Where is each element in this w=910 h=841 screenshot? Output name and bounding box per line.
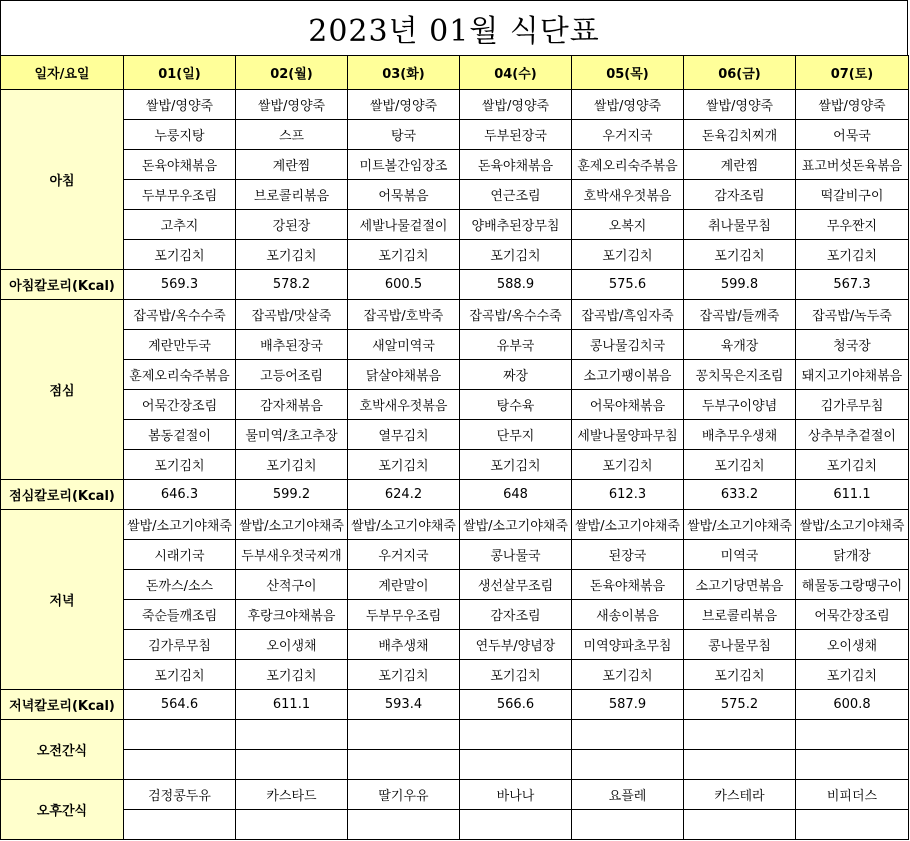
menu-item: 브로콜리볶음	[236, 180, 348, 210]
menu-item: 돈까스/소스	[124, 570, 236, 600]
meal-row	[1, 90, 909, 120]
menu-item: 쌀밥/소고기야채죽	[124, 510, 236, 540]
menu-item: 표고버섯돈육볶음	[796, 150, 909, 180]
menu-item: 배추생채	[348, 630, 460, 660]
snack-item	[684, 810, 796, 840]
snack-item	[572, 750, 684, 780]
calorie-value: 564.6	[124, 690, 236, 720]
meal-row	[1, 660, 909, 690]
menu-item: 포기김치	[796, 450, 909, 480]
menu-item: 포기김치	[348, 450, 460, 480]
menu-item: 포기김치	[460, 240, 572, 270]
snack-item: 카스타드	[236, 780, 348, 810]
menu-item: 어묵국	[796, 120, 909, 150]
menu-item: 훈제오리숙주볶음	[572, 150, 684, 180]
calorie-value: 612.3	[572, 480, 684, 510]
calorie-value: 600.8	[796, 690, 909, 720]
menu-item: 양배추된장무침	[460, 210, 572, 240]
menu-item: 포기김치	[124, 240, 236, 270]
menu-item: 콩나물국	[460, 540, 572, 570]
menu-item: 돈육야채볶음	[124, 150, 236, 180]
calorie-value: 569.3	[124, 270, 236, 300]
calorie-label: 점심칼로리(Kcal)	[1, 480, 124, 510]
menu-item: 쌀밥/영양죽	[236, 90, 348, 120]
menu-item: 강된장	[236, 210, 348, 240]
menu-item: 고등어조림	[236, 360, 348, 390]
snack-item: 비피더스	[796, 780, 909, 810]
snack-label: 오후간식	[1, 780, 124, 840]
snack-label: 오전간식	[1, 720, 124, 780]
menu-item: 죽순들깨조림	[124, 600, 236, 630]
snack-row	[1, 780, 909, 810]
calorie-value: 600.5	[348, 270, 460, 300]
menu-item: 상추부추겉절이	[796, 420, 909, 450]
menu-item: 호박새우젓볶음	[572, 180, 684, 210]
calorie-value: 588.9	[460, 270, 572, 300]
calorie-value: 599.8	[684, 270, 796, 300]
menu-item: 계란만두국	[124, 330, 236, 360]
snack-item	[572, 720, 684, 750]
menu-item: 쌀밥/소고기야채죽	[348, 510, 460, 540]
menu-item: 된장국	[572, 540, 684, 570]
menu-item: 떡갈비구이	[796, 180, 909, 210]
menu-item: 호박새우젓볶음	[348, 390, 460, 420]
menu-item: 배추된장국	[236, 330, 348, 360]
snack-item	[348, 750, 460, 780]
snack-item	[684, 720, 796, 750]
menu-item: 탕수육	[460, 390, 572, 420]
menu-item: 열무김치	[348, 420, 460, 450]
calorie-value: 624.2	[348, 480, 460, 510]
menu-item: 생선살무조림	[460, 570, 572, 600]
menu-item: 고추지	[124, 210, 236, 240]
menu-item: 포기김치	[572, 660, 684, 690]
snack-item	[460, 810, 572, 840]
menu-item: 우거지국	[572, 120, 684, 150]
snack-item: 딸기우유	[348, 780, 460, 810]
menu-item: 감자채볶음	[236, 390, 348, 420]
menu-item: 시래기국	[124, 540, 236, 570]
menu-item: 봄동겉절이	[124, 420, 236, 450]
menu-item: 쌀밥/소고기야채죽	[684, 510, 796, 540]
meal-row	[1, 300, 909, 330]
snack-item	[460, 720, 572, 750]
menu-item: 오이생채	[236, 630, 348, 660]
calorie-value: 611.1	[796, 480, 909, 510]
header-row	[1, 56, 909, 90]
menu-item: 콩나물김치국	[572, 330, 684, 360]
menu-item: 무우짠지	[796, 210, 909, 240]
snack-item	[236, 810, 348, 840]
menu-item: 잡곡밥/녹두죽	[796, 300, 909, 330]
menu-item: 어묵간장조림	[796, 600, 909, 630]
menu-item: 꽁치묵은지조림	[684, 360, 796, 390]
menu-item: 후랑크야채볶음	[236, 600, 348, 630]
snack-item	[684, 750, 796, 780]
snack-item	[124, 720, 236, 750]
meal-row	[1, 150, 909, 180]
menu-item: 연두부/양념장	[460, 630, 572, 660]
snack-item: 바나나	[460, 780, 572, 810]
header-day-3: 03(화)	[348, 56, 460, 90]
menu-item: 포기김치	[348, 240, 460, 270]
menu-item: 포기김치	[796, 240, 909, 270]
snack-item	[796, 720, 909, 750]
meal-row	[1, 180, 909, 210]
menu-item: 포기김치	[124, 450, 236, 480]
menu-item: 오이생채	[796, 630, 909, 660]
snack-item	[796, 810, 909, 840]
calorie-value: 633.2	[684, 480, 796, 510]
menu-item: 오복지	[572, 210, 684, 240]
menu-item: 잡곡밥/맛살죽	[236, 300, 348, 330]
menu-item: 돈육야채볶음	[460, 150, 572, 180]
calorie-row	[1, 690, 909, 720]
snack-item	[124, 750, 236, 780]
menu-item: 포기김치	[236, 240, 348, 270]
menu-item: 포기김치	[236, 660, 348, 690]
menu-item: 포기김치	[572, 240, 684, 270]
menu-item: 누룽지탕	[124, 120, 236, 150]
menu-item: 포기김치	[460, 660, 572, 690]
meal-row	[1, 240, 909, 270]
calorie-value: 587.9	[572, 690, 684, 720]
calorie-value: 648	[460, 480, 572, 510]
calorie-value: 646.3	[124, 480, 236, 510]
calorie-value: 578.2	[236, 270, 348, 300]
menu-item: 훈제오리숙주볶음	[124, 360, 236, 390]
menu-item: 잡곡밥/호박죽	[348, 300, 460, 330]
menu-item: 새송이볶음	[572, 600, 684, 630]
menu-item: 배추무우생채	[684, 420, 796, 450]
menu-item: 물미역/초고추장	[236, 420, 348, 450]
header-day-2: 02(월)	[236, 56, 348, 90]
menu-item: 쌀밥/소고기야채죽	[572, 510, 684, 540]
meal-table	[0, 55, 909, 840]
menu-item: 닭개장	[796, 540, 909, 570]
menu-item: 새알미역국	[348, 330, 460, 360]
snack-item	[124, 810, 236, 840]
meal-label: 점심	[1, 300, 124, 480]
snack-item	[348, 810, 460, 840]
snack-row	[1, 750, 909, 780]
calorie-value: 593.4	[348, 690, 460, 720]
snack-item	[236, 720, 348, 750]
menu-item: 쌀밥/소고기야채죽	[460, 510, 572, 540]
meal-row	[1, 540, 909, 570]
snack-item: 카스테라	[684, 780, 796, 810]
header-day-7: 07(토)	[796, 56, 909, 90]
calorie-value: 575.6	[572, 270, 684, 300]
menu-item: 김가루무침	[124, 630, 236, 660]
menu-item: 포기김치	[684, 240, 796, 270]
menu-item: 짜장	[460, 360, 572, 390]
meal-row	[1, 600, 909, 630]
meal-row	[1, 210, 909, 240]
menu-item: 미역양파초무침	[572, 630, 684, 660]
menu-item: 청국장	[796, 330, 909, 360]
menu-item: 포기김치	[348, 660, 460, 690]
snack-item	[796, 750, 909, 780]
menu-item: 포기김치	[124, 660, 236, 690]
menu-item: 육개장	[684, 330, 796, 360]
menu-item: 콩나물무침	[684, 630, 796, 660]
meal-row	[1, 120, 909, 150]
calorie-value: 599.2	[236, 480, 348, 510]
meal-row	[1, 630, 909, 660]
menu-item: 쌀밥/소고기야채죽	[236, 510, 348, 540]
menu-item: 포기김치	[684, 660, 796, 690]
snack-item	[348, 720, 460, 750]
menu-item: 포기김치	[460, 450, 572, 480]
meal-row	[1, 450, 909, 480]
menu-item: 포기김치	[236, 450, 348, 480]
calorie-value: 611.1	[236, 690, 348, 720]
menu-item: 계란찜	[684, 150, 796, 180]
calorie-row	[1, 270, 909, 300]
menu-item: 어묵야채볶음	[572, 390, 684, 420]
header-date-day: 일자/요일	[1, 56, 124, 90]
meal-label: 아침	[1, 90, 124, 270]
snack-row	[1, 720, 909, 750]
menu-item: 쌀밥/영양죽	[796, 90, 909, 120]
menu-item: 미트볼간임장조	[348, 150, 460, 180]
meal-row	[1, 390, 909, 420]
menu-item: 탕국	[348, 120, 460, 150]
menu-item: 포기김치	[684, 450, 796, 480]
menu-item: 두부구이양념	[684, 390, 796, 420]
menu-item: 유부국	[460, 330, 572, 360]
menu-item: 연근조림	[460, 180, 572, 210]
menu-item: 닭살야채볶음	[348, 360, 460, 390]
snack-item	[460, 750, 572, 780]
menu-item: 소고기팽이볶음	[572, 360, 684, 390]
menu-item: 쌀밥/영양죽	[124, 90, 236, 120]
header-day-1: 01(일)	[124, 56, 236, 90]
meal-row	[1, 330, 909, 360]
header-day-4: 04(수)	[460, 56, 572, 90]
header-day-6: 06(금)	[684, 56, 796, 90]
menu-item: 어묵볶음	[348, 180, 460, 210]
menu-item: 돈육김치찌개	[684, 120, 796, 150]
menu-item: 포기김치	[572, 450, 684, 480]
menu-item: 취나물무침	[684, 210, 796, 240]
menu-item: 포기김치	[796, 660, 909, 690]
calorie-label: 저녁칼로리(Kcal)	[1, 690, 124, 720]
menu-item: 김가루무침	[796, 390, 909, 420]
menu-item: 잡곡밥/흑임자죽	[572, 300, 684, 330]
menu-item: 감자조림	[460, 600, 572, 630]
menu-item: 감자조림	[684, 180, 796, 210]
meal-row	[1, 570, 909, 600]
menu-item: 잡곡밥/옥수수죽	[460, 300, 572, 330]
menu-item: 세발나물겉절이	[348, 210, 460, 240]
menu-item: 두부무우조림	[348, 600, 460, 630]
menu-item: 쌀밥/영양죽	[684, 90, 796, 120]
header-day-5: 05(목)	[572, 56, 684, 90]
menu-item: 돈육야채볶음	[572, 570, 684, 600]
menu-item: 해물동그랑땡구이	[796, 570, 909, 600]
menu-item: 쌀밥/소고기야채죽	[796, 510, 909, 540]
menu-item: 단무지	[460, 420, 572, 450]
menu-item: 미역국	[684, 540, 796, 570]
calorie-label: 아침칼로리(Kcal)	[1, 270, 124, 300]
menu-item: 브로콜리볶음	[684, 600, 796, 630]
menu-item: 두부된장국	[460, 120, 572, 150]
page-title: 2023년 01월 식단표	[0, 0, 908, 55]
menu-item: 스프	[236, 120, 348, 150]
menu-item: 두부새우젓국찌개	[236, 540, 348, 570]
menu-item: 잡곡밥/옥수수죽	[124, 300, 236, 330]
menu-item: 어묵간장조림	[124, 390, 236, 420]
snack-item	[236, 750, 348, 780]
menu-item: 세발나물양파무침	[572, 420, 684, 450]
menu-item: 산적구이	[236, 570, 348, 600]
menu-item: 쌀밥/영양죽	[460, 90, 572, 120]
menu-item: 소고기당면볶음	[684, 570, 796, 600]
calorie-value: 575.2	[684, 690, 796, 720]
meal-label: 저녁	[1, 510, 124, 690]
menu-item: 돼지고기야채볶음	[796, 360, 909, 390]
meal-row	[1, 420, 909, 450]
snack-item: 요플레	[572, 780, 684, 810]
menu-item: 계란찜	[236, 150, 348, 180]
calorie-value: 566.6	[460, 690, 572, 720]
menu-item: 우거지국	[348, 540, 460, 570]
calorie-value: 567.3	[796, 270, 909, 300]
menu-item: 잡곡밥/들깨죽	[684, 300, 796, 330]
snack-item	[572, 810, 684, 840]
menu-item: 두부무우조림	[124, 180, 236, 210]
menu-item: 쌀밥/영양죽	[348, 90, 460, 120]
snack-row	[1, 810, 909, 840]
calorie-row	[1, 480, 909, 510]
meal-row	[1, 360, 909, 390]
menu-item: 계란말이	[348, 570, 460, 600]
snack-item: 검정콩두유	[124, 780, 236, 810]
meal-row	[1, 510, 909, 540]
menu-item: 쌀밥/영양죽	[572, 90, 684, 120]
